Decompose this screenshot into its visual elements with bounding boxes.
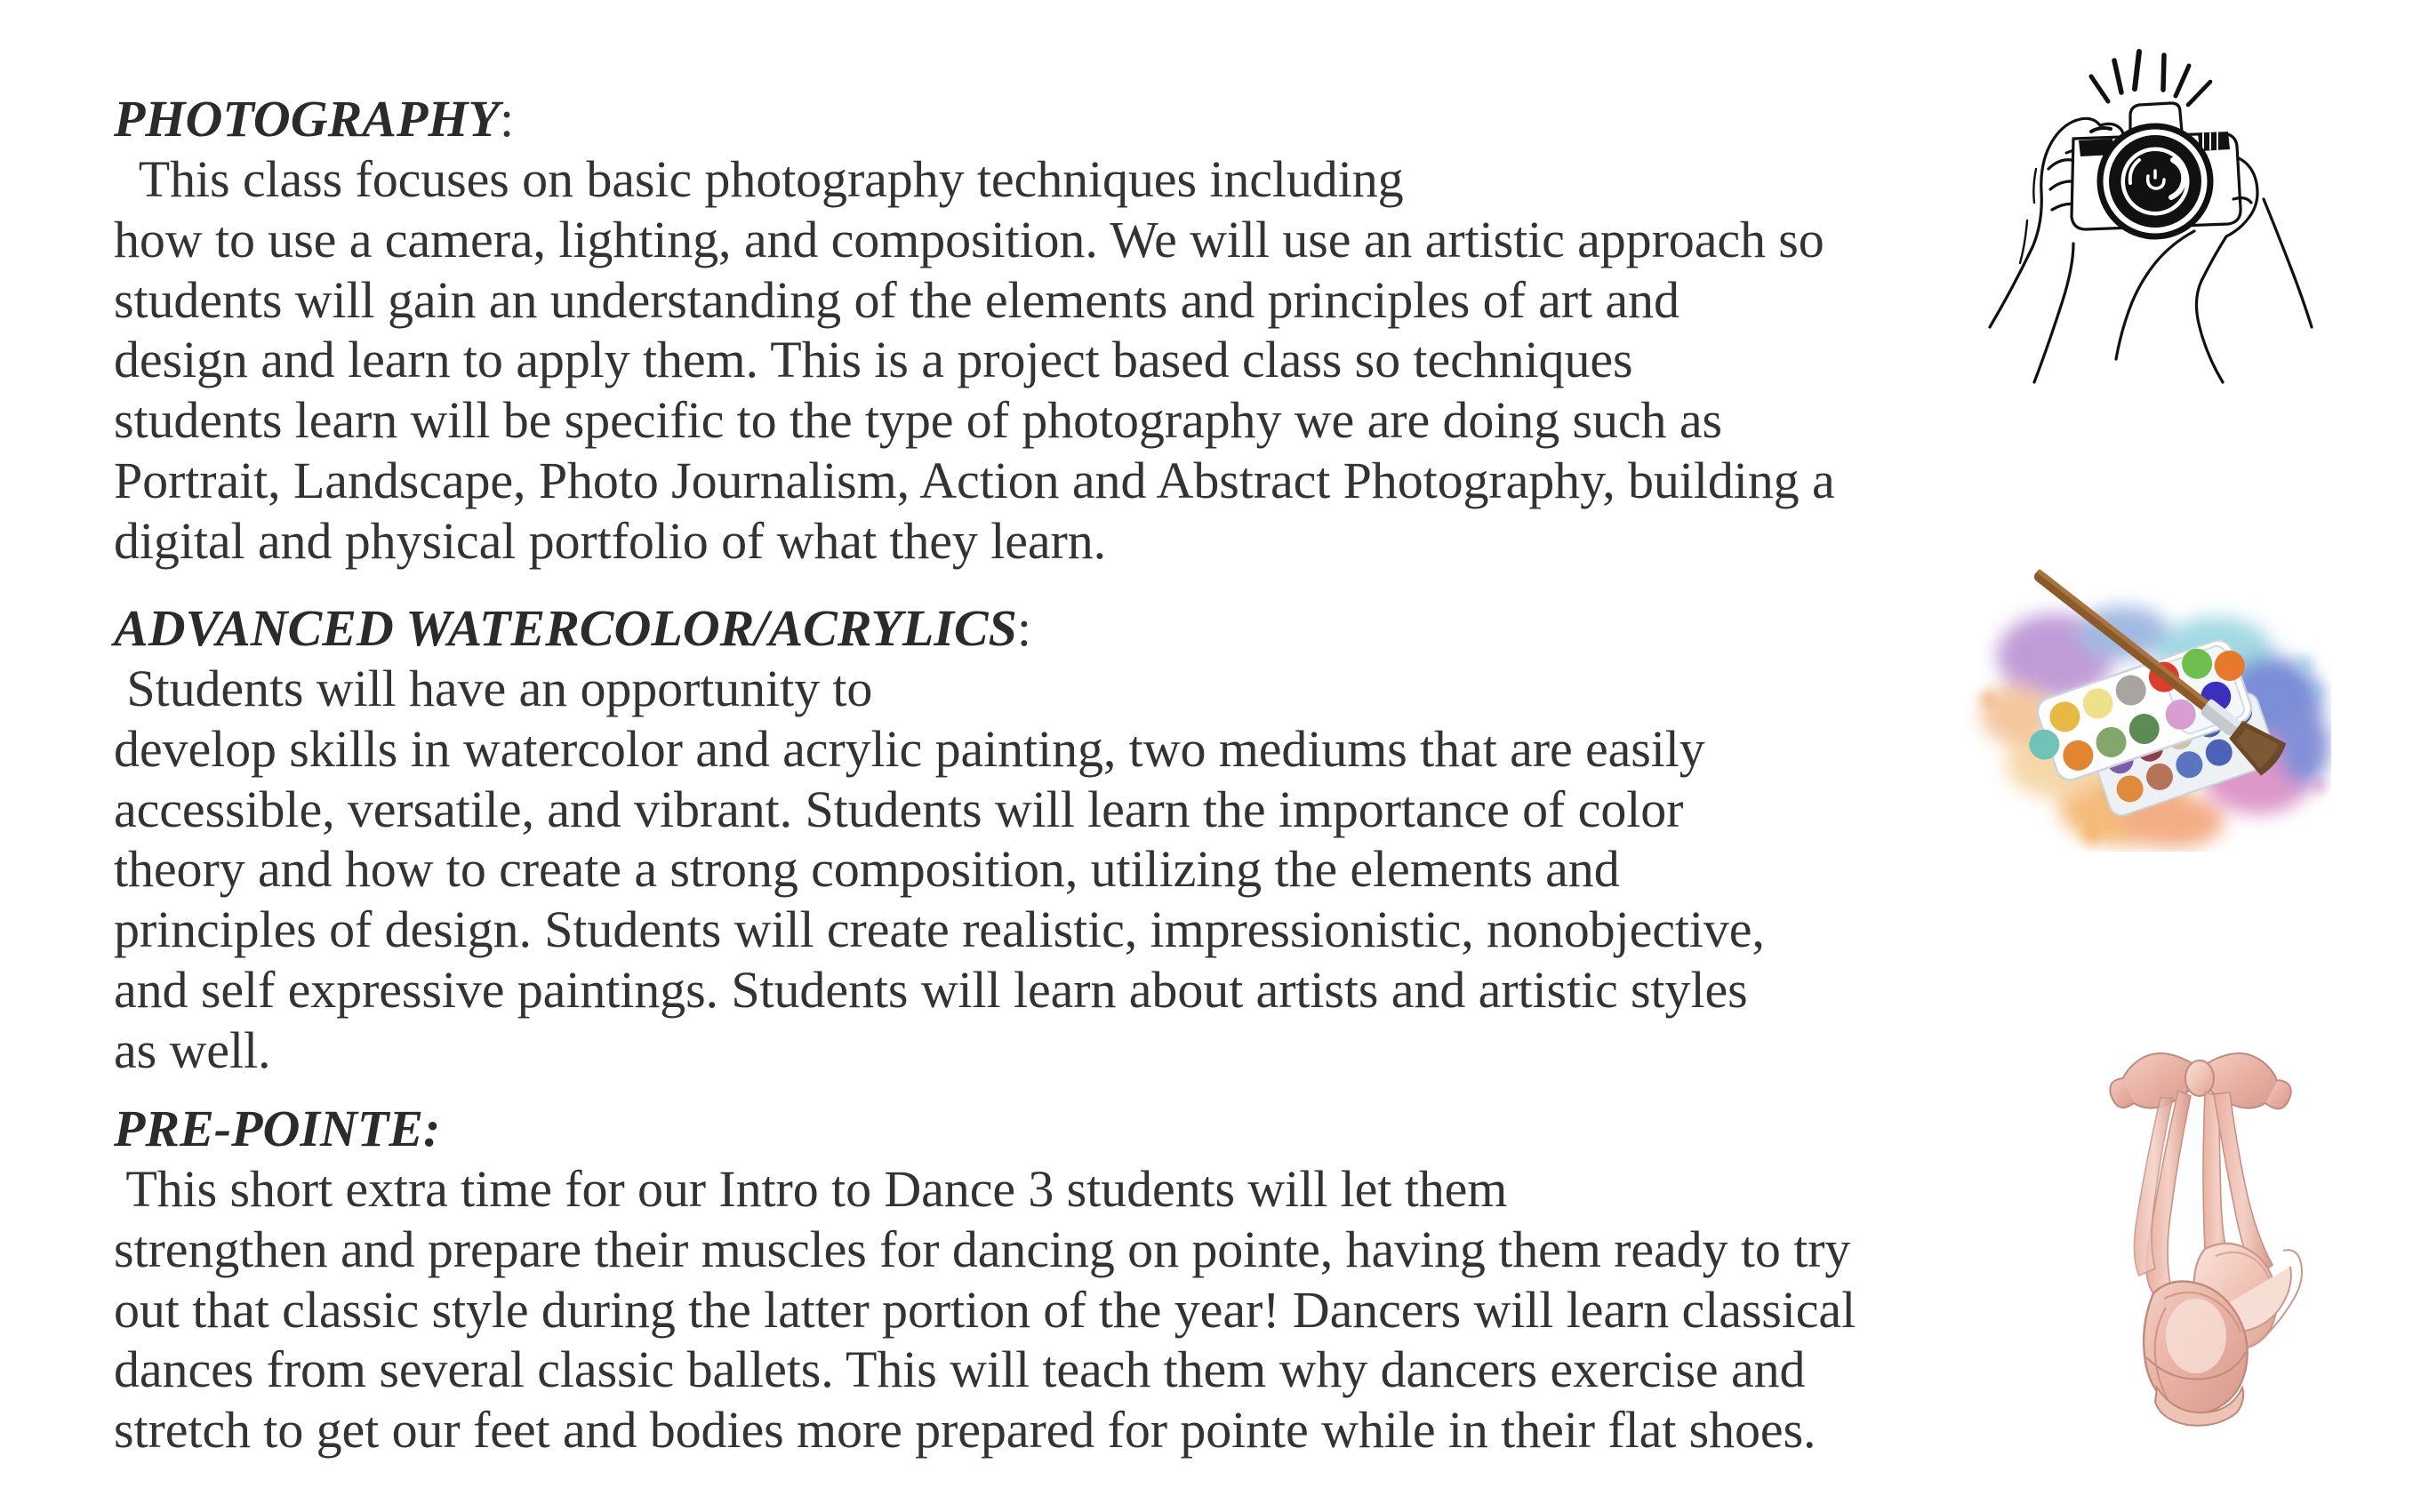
photography-heading: PHOTOGRAPHY — [114, 90, 500, 148]
watercolor-line-4: principles of design. Students will create realistic, impressionistic, nonobjective, — [114, 900, 1765, 959]
photography-line-2: students will gain an understanding of the elements and principles of art and — [114, 270, 1679, 329]
watercolor-line-3: theory and how to create a strong composition, utilizing the elements and — [114, 840, 1620, 899]
camera-illustration — [1981, 34, 2319, 407]
ballet-pointe-shoes-illustration — [2072, 1027, 2356, 1444]
prepointe-line-2: out that classic style during the latter portion of the year! Dancers will learn classical — [114, 1280, 1856, 1339]
prepointe-line-4: stretch to get our feet and bodies more prepared for pointe while in their flat shoes. — [114, 1401, 1816, 1460]
prepointe-line-1: strengthen and prepare their muscles for dancing on pointe, having them ready to try — [114, 1220, 1851, 1278]
prepointe-paragraph — [114, 1099, 1856, 1460]
photography-line-5: Portrait, Landscape, Photo Journalism, Action and Abstract Photography, building a — [114, 452, 1835, 510]
prepointe-line-3: dances from several classic ballets. This will teach them why dancers exercise and — [114, 1340, 1806, 1399]
photography-line-3: design and learn to apply them. This is a project based class so techniques — [114, 331, 1633, 389]
watercolor-heading-colon: : — [1016, 599, 1031, 657]
photography-line-0: This class focuses on basic photography techniques including — [114, 149, 1404, 208]
photography-heading-colon: : — [499, 90, 514, 148]
section-photography — [114, 37, 1963, 623]
watercolor-paragraph — [114, 598, 1765, 1081]
watercolor-line-5: and self expressive paintings. Students will learn about artists and artistic styles — [114, 961, 1748, 1020]
watercolor-palette-illustration — [1949, 540, 2331, 852]
section-pre-pointe — [114, 1047, 2052, 1512]
photography-paragraph — [114, 89, 1835, 572]
photography-line-6: digital and physical portfolio of what they learn. — [114, 512, 1107, 571]
watercolor-line-1: develop skills in watercolor and acrylic painting, two mediums that are easily — [114, 719, 1705, 778]
watercolor-heading: ADVANCED WATERCOLOR/ACRYLICS — [114, 599, 1017, 657]
prepointe-heading: PRE-POINTE: — [114, 1100, 441, 1157]
prepointe-line-0: This short extra time for our Intro to Dance 3 students will let them — [114, 1159, 1508, 1218]
section-watercolor-acrylics — [114, 547, 1945, 1132]
photography-line-1: how to use a camera, lighting, and composition. We will use an artistic approach so — [114, 210, 1824, 268]
watercolor-line-6: as well. — [114, 1021, 271, 1080]
watercolor-line-2: accessible, versatile, and vibrant. Students will learn the importance of color — [114, 780, 1684, 838]
watercolor-line-0: Students will have an opportunity to — [114, 659, 873, 717]
photography-line-4: students learn will be specific to the type of photography we are doing such as — [114, 391, 1722, 450]
